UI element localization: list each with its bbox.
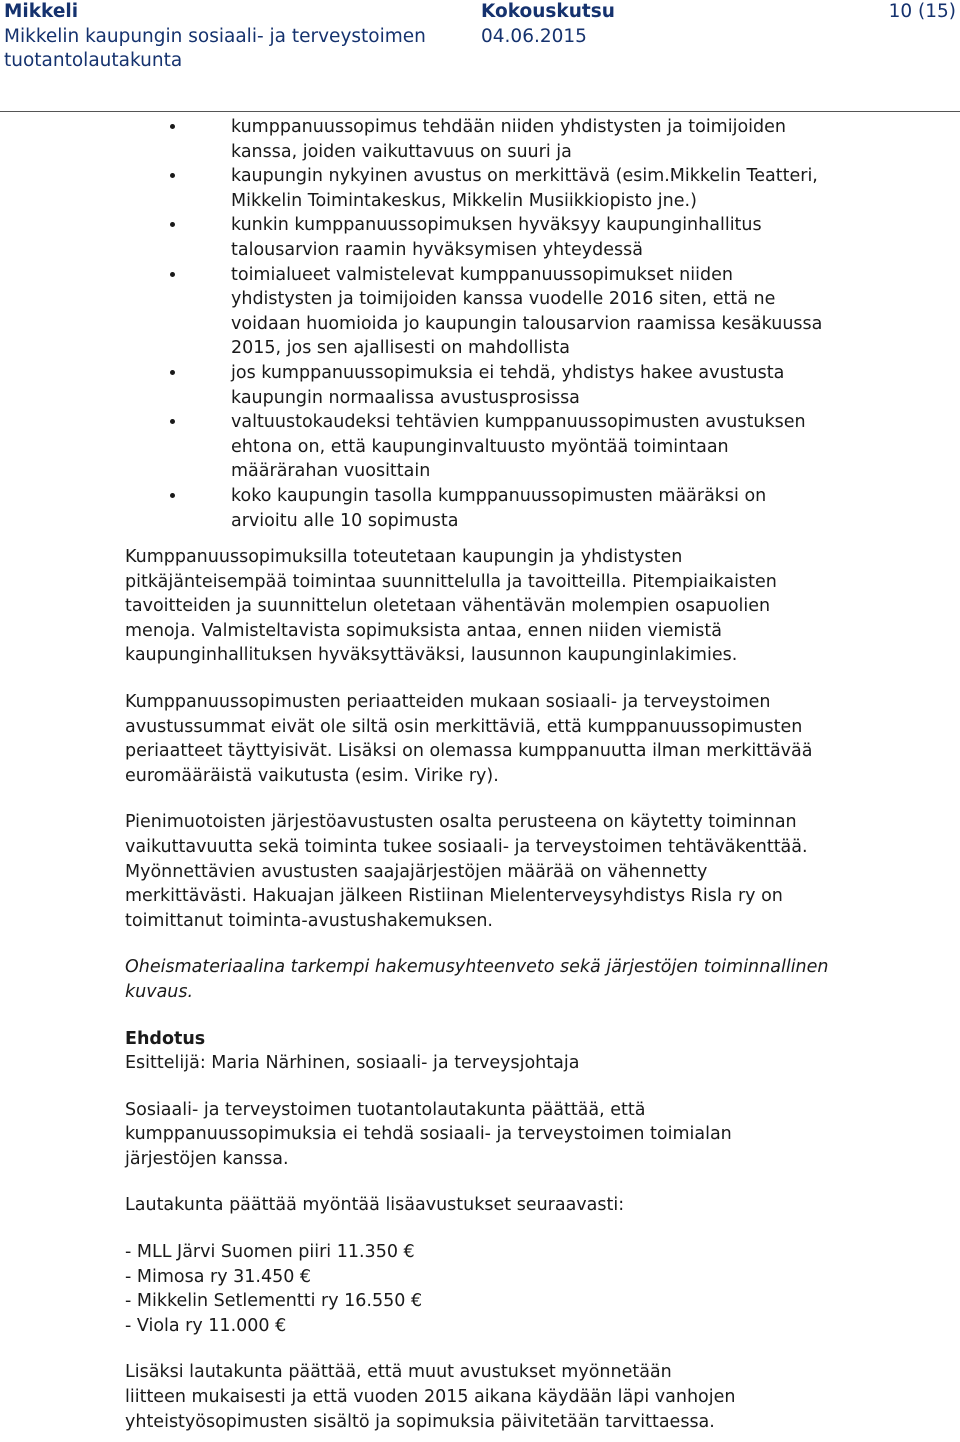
org-unit-line1: Mikkelin kaupungin sosiaali- ja terveystoimen — [4, 25, 426, 47]
document-date: 04.06.2015 — [481, 25, 587, 47]
bullet-text: kunkin kumppanuussopimuksen hyväksyy kaupunginhallitus talousarvion raamin hyväksymisen yhteydessä — [231, 215, 762, 260]
proposal-heading: Ehdotus — [125, 1028, 206, 1049]
document-type: Kokouskutsu — [481, 1, 615, 22]
bullet-list — [0, 115, 960, 533]
grant-list — [125, 1240, 925, 1338]
bullet-dot-icon — [170, 370, 175, 375]
grant-item: - Mimosa ry 31.450 € — [125, 1266, 312, 1287]
bullet-item — [0, 115, 960, 164]
bullet-dot-icon — [170, 493, 175, 498]
header-document-info — [481, 0, 615, 49]
paragraph-principles: Kumppanuussopimusten periaatteiden mukaan sosiaali- ja terveystoimen avustussummat eivät ole siltä osin merkittäviä, että kumppanuussopimusten periaatteet täyttyisivät. Lisäksi on olemassa kumppanuutta ilman merkittävää euromääräistä vaikutusta (esim. Virike ry). — [125, 691, 813, 786]
bullet-item — [0, 410, 960, 484]
presenter-line: Esittelijä: Maria Närhinen, sosiaali- ja terveysjohtaja — [125, 1053, 580, 1074]
paragraph-small-grants: Pienimuotoisten järjestöavustusten osalta perusteena on käytetty toiminnan vaikuttavuutta sekä toiminta tukee sosiaali- ja terveystoimen tehtäväkenttää. Myönnettävien avustusten saajajärjestöjen määrää on vähennetty merkittävästi. Hakuajan jälkeen Ristiinan Mielenterveysyhdistys Risla ry on toimittanut toiminta-avustushakemuksen. — [125, 812, 808, 931]
attachment-note: Oheismateriaalina tarkempi hakemusyhteenveto sekä järjestöjen toiminnallinen kuvaus. — [125, 957, 829, 1002]
final-decision: Lisäksi lautakunta päättää, että muut avustukset myönnetään liitteen mukaisesti ja että vuoden 2015 aikana käydään läpi vanhojen yhteistyösopimusten sisältö ja sopimuksia päivitetään tarvittaessa. — [125, 1362, 736, 1432]
bullet-item — [0, 361, 960, 410]
bullet-dot-icon — [170, 124, 175, 129]
grant-item: - MLL Järvi Suomen piiri 11.350 € — [125, 1242, 415, 1263]
bullet-dot-icon — [170, 272, 175, 277]
paragraph-partnership: Kumppanuussopimuksilla toteutetaan kaupungin ja yhdistysten pitkäjänteisempää toimintaa suunnittelulla ja tavoitteilla. Pitempiaikaisten tavoitteiden ja suunnittelun oletetaan vähentävän molempien osapuolien menoja. Valmisteltavista sopimuksista antaa, ennen niiden viemistä kaupunginhallituksen hyväksyttäväksi, lausunnon kaupunginlakimies. — [125, 547, 777, 666]
bullet-dot-icon — [170, 173, 175, 178]
grant-item: - Mikkelin Setlementti ry 16.550 € — [125, 1291, 423, 1312]
header-page-number — [889, 0, 956, 25]
bullet-text: jos kumppanuussopimuksia ei tehdä, yhdistys hakee avustusta kaupungin normaalissa avustusprosissa — [231, 362, 785, 408]
bullet-item — [0, 484, 960, 533]
decision-paragraph: Sosiaali- ja terveystoimen tuotantolautakunta päättää, että kumppanuussopimuksia ei tehdä sosiaali- ja terveystoimen toimialan järjestöjen kanssa. — [125, 1099, 732, 1169]
header-divider — [0, 111, 960, 112]
document-body — [125, 545, 925, 1434]
bullet-text: kumppanuussopimus tehdään niiden yhdistysten ja toimijoiden kanssa, joiden vaikuttavuus on suuri ja — [231, 117, 786, 162]
bullet-text: valtuustokaudeksi tehtävien kumppanuussopimusten avustuksen ehtona on, että kaupunginvaltuusto myöntää toimintaan määrärahan vuosittain — [231, 412, 806, 482]
page-header — [0, 0, 960, 112]
org-unit-line2: tuotantolautakunta — [4, 50, 183, 71]
org-name: Mikkeli — [4, 1, 79, 22]
bullet-item — [0, 164, 960, 213]
page-number: 10 (15) — [888, 1, 956, 22]
bullet-dot-icon — [170, 222, 175, 227]
bullet-text: koko kaupungin tasolla kumppanuussopimusten määräksi on arvioitu alle 10 sopimusta — [231, 485, 767, 531]
bullet-item — [0, 213, 960, 262]
bullet-dot-icon — [170, 419, 175, 424]
bullet-text: toimialueet valmistelevat kumppanuussopimukset niiden yhdistysten ja toimijoiden kanssa vuodelle 2016 siten, että ne voidaan huomioida jo kaupungin talousarvion raamissa kesäkuussa 2015, jos sen ajallisesti on mahdollista — [231, 264, 823, 359]
header-organization — [4, 0, 426, 74]
grant-item: - Viola ry 11.000 € — [125, 1315, 287, 1336]
grants-intro: Lautakunta päättää myöntää lisäavustukset seuraavasti: — [125, 1195, 625, 1216]
bullet-item — [0, 263, 960, 361]
bullet-text: kaupungin nykyinen avustus on merkittävä (esim.Mikkelin Teatteri, Mikkelin Toimintakeskus, Mikkelin Musiikkiopisto jne.) — [231, 166, 818, 211]
